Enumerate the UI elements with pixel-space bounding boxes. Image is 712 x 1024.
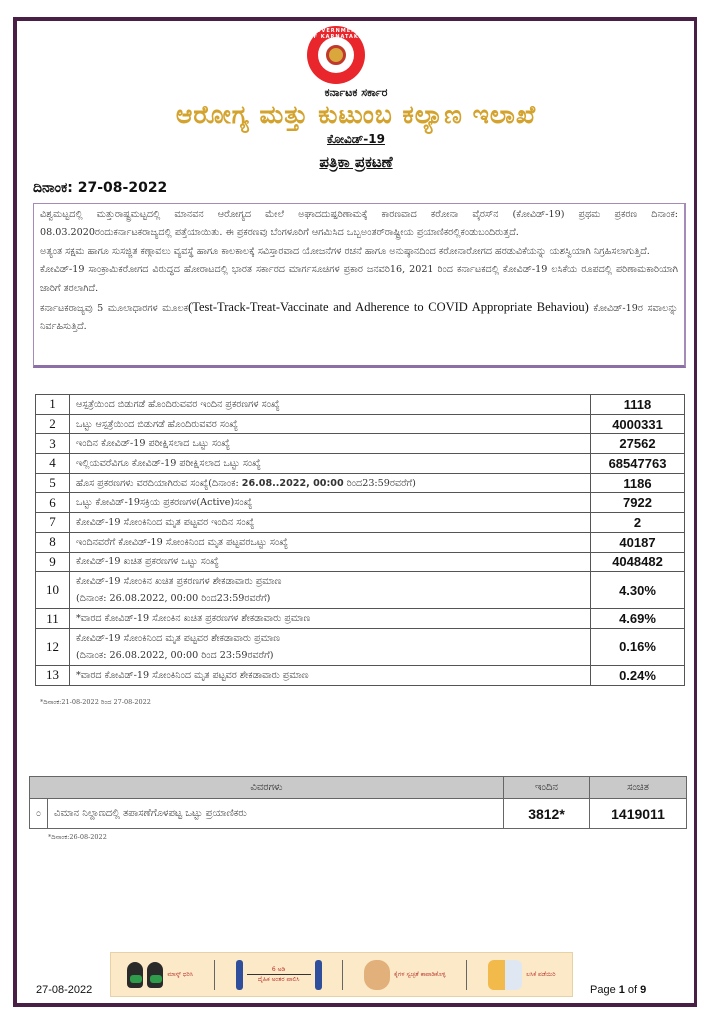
distance-label: 6 ಅಡಿ: [271, 966, 286, 973]
description-text: ಹೊಸ ಪ್ರಕರಣಗಳು ವರದಿಯಾಗಿರುವ ಸಂಖ್ಯೆ(ದಿನಾಂಕ:: [76, 477, 242, 489]
row-number: 4: [36, 454, 70, 474]
department-title: ಆರೋಗ್ಯ ಮತ್ತು ಕುಟುಂಬ ಕಲ್ಯಾಣ ಇಲಾಖೆ: [175, 100, 537, 129]
table-row: [36, 665, 685, 685]
logo-ring-text: GOVERNMENT OF KARNATAKA: [308, 28, 364, 40]
row-value: 0.16%: [591, 628, 685, 665]
page-prefix: Page: [590, 984, 619, 996]
description-text: ಆಸ್ಪತ್ರೆಯಿಂದ ಬಿಡುಗಡೆ ಹೊಂದಿರುವವರ ಇಂದಿನ ಪ್ರಕರಣಗಳ ಸಂಖ್ಯೆ: [76, 398, 280, 410]
row-number: 9: [36, 552, 70, 572]
row-number: 1: [36, 395, 70, 415]
row-description: [70, 395, 591, 415]
row-description: [70, 572, 591, 609]
airport-screening-table: [29, 776, 687, 829]
row-description: [70, 552, 591, 572]
table-row: [36, 572, 685, 609]
intro-paragraph: ವಿಶ್ವಮಟ್ಟದಲ್ಲಿ ಮತ್ತುರಾಷ್ಟ್ರಮಟ್ಟದಲ್ಲಿ ಮಾನವನ ಆರೋಗ್ಯದ ಮೇಲೆ ಅಘಾದದುಷ್ಪರಿಣಾಮಕ್ಕೆ ಕಾರಣವಾದ ಕರೋನಾ ವೈರಸ್‌ನ (ಕೋವಿಡ್-19) ಪ್ರಥಮ ಪ್ರಕರಣ ದಿನಾಂಕ: 08.03.2020ರಂದುಕರ್ನಾಟಕರಾಜ್ಯದಲ್ಲಿ ಪತ್ತೆಯಾಯಿತು. ಈ ಪ್ರಕರಣವು ಬೆಂಗಳೂರಿಗೆ ಆಗಮಿಸಿದ ಒಬ್ಬಅಂತರ್‌ರಾಷ್ಟ್ರೀಯ ಪ್ರಯಾಣಿಕರಲ್ಲಿಕಂಡುಬಂದಿರುತ್ತದೆ.: [40, 209, 678, 239]
row-number: 6: [36, 493, 70, 513]
footer-date: 27-08-2022: [36, 984, 93, 996]
covid-heading: ಕೋವಿಡ್-19: [327, 132, 385, 146]
row-index: ೦: [30, 799, 48, 829]
page-current: 1: [618, 984, 625, 996]
row-cumulative-value: 1419011: [590, 799, 687, 829]
description-text: ಇಂದಿನ ಕೋವಿಡ್-19 ಪರೀಕ್ಷಿಸಲಾದ ಒಟ್ಟು ಸಂಖ್ಯೆ: [76, 438, 230, 450]
table-row: [36, 434, 685, 454]
banner-divider: [214, 960, 215, 990]
row-number: 3: [36, 434, 70, 454]
karnataka-emblem-logo: [307, 26, 365, 84]
row-number: 12: [36, 628, 70, 665]
description-text: ಕೋವಿಡ್-19 ಸೋಂಕಿನಿಂದ ಮೃತ ಪಟ್ಟವರ ಇಂದಿನ ಸಂಖ್ಯೆ: [76, 516, 255, 528]
description-date-range: (ದಿನಾಂಕ: 26.08.2022, 00:00 ರಿಂದ23:59ರವರೆಗೆ): [76, 593, 271, 605]
row-number: 13: [36, 665, 70, 685]
row-value: 4048482: [591, 552, 685, 572]
travel-footnote: *ದಿನಾಂಕ:26-08-2022: [48, 833, 107, 841]
vaccination-icon: [488, 960, 522, 990]
distance-arrow: [247, 965, 311, 984]
page-number: [590, 984, 646, 996]
table-row: [36, 414, 685, 434]
press-release-heading: ಪತ್ರಿಕಾ ಪ್ರಕಟಣೆ: [319, 153, 393, 171]
government-name: ಕರ್ನಾಟಕ ಸರ್ಕಾರ: [324, 86, 388, 99]
intro-paragraph: ಕೋವಿಡ್-19 ಸಾಂಕ್ರಾಮಿಕರೋಗದ ವಿರುದ್ಧದ ಹೋರಾಟದಲ್ಲಿ ಭಾರತ ಸರ್ಕಾರದ ಮಾರ್ಗಸೂಚಿಗಳ ಪ್ರಕಾರ ಜನವರಿ16, 2021 ರಿಂದ ಕರ್ನಾಟಕದಲ್ಲಿ ಕೋವಿಡ್-19 ಲಸಿಕೆಯ ರೂಪದಲ್ಲಿ ಪರಿಣಾಮಕಾರಿಯಾಗಿ ಜಾರಿಗೆ ತರಲಾಗಿದೆ.: [40, 264, 678, 294]
table-row: [36, 473, 685, 493]
description-date: 26.08..2022, 00:00: [241, 477, 344, 489]
row-number: 10: [36, 572, 70, 609]
description-text: ಕೋವಿಡ್-19 ಸೋಂಕಿನ ಖಚಿತ ಪ್ರಕರಣಗಳ ಶೇಕಡಾವಾರು ಪ್ರಮಾಣ: [76, 576, 282, 588]
row-description: [70, 473, 591, 493]
distance-segment: [236, 953, 322, 996]
row-description: ವಿಮಾನ ನಿಲ್ದಾಣದಲ್ಲಿ ತಪಾಸಣೆಗೊಳಪಟ್ಟ ಒಟ್ಟು ಪ್ರಯಾಣಿಕರು: [48, 799, 504, 829]
header-details: ವಿವರಗಳು: [30, 777, 504, 799]
row-description: [70, 493, 591, 513]
banner-divider: [466, 960, 467, 990]
description-text: ಒಟ್ಟು ಆಸ್ಪತ್ರೆಯಿಂದ ಬಿಡುಗಡೆ ಹೊಂದಿರುವವರ ಸಂಖ್ಯೆ: [76, 418, 238, 430]
handwash-text: ಕೈಗಳ ಸ್ವಚ್ಛತೆ ಕಾಪಾಡಿಕೊಳ್ಳಿ: [394, 970, 446, 978]
description-text: ಒಟ್ಟು ಕೋವಿಡ್-19ಸಕ್ರಿಯ ಪ್ರಕರಣಗಳ(Active)ಸಂಖ್ಯೆ: [76, 497, 253, 509]
description-text: ಕೋವಿಡ್-19 ಖಚಿತ ಪ್ರಕರಣಗಳ ಒಟ್ಟು ಸಂಖ್ಯೆ: [76, 556, 219, 568]
covid-appropriate-behaviour-banner: [110, 952, 573, 997]
masked-face-icon: [147, 962, 163, 988]
table-row: [36, 532, 685, 552]
table-row: [36, 552, 685, 572]
row-description: [70, 609, 591, 629]
emblem-icon: [326, 45, 346, 65]
banner-divider: [342, 960, 343, 990]
pillars-suffix: ಕೋವಿಡ್-19ರ ಸವಾಲನ್ನು ನಿರ್ವಹಿಸುತ್ತಿದೆ.: [40, 303, 678, 333]
row-description: [70, 628, 591, 665]
mask-segment: [127, 953, 193, 996]
person-icon: [236, 960, 243, 990]
row-description: [70, 532, 591, 552]
row-description: [70, 414, 591, 434]
row-number: 8: [36, 532, 70, 552]
intro-paragraph: ಅತ್ಯಂತ ಸಕ್ಷಮ ಹಾಗೂ ಸುಸಜ್ಜಿತ ಕಣ್ಗಾವಲು ವ್ಯವಸ್ಥೆ ಹಾಗೂ ಕಾಲಕಾಲಕ್ಕೆ ಸವಿಸ್ತಾರವಾದ ಯೋಜನೆಗಳ ರಚನೆ ಹಾಗೂ ಅನುಷ್ಠಾನದಿಂದ ಕರೋನಾರೋಗದ ಹರಡುವಿಕೆಯನ್ನು ಯಶಸ್ವಿಯಾಗಿ ನಿಗ್ರಹಿಸಲಾಗುತ್ತಿದೆ.: [40, 245, 650, 257]
description-text: *ವಾರದ ಕೋವಿಡ್-19 ಸೋಂಕಿನಿಂದ ಮೃತ ಪಟ್ಟವರ ಶೇಕಡಾವಾರು ಪ್ರಮಾಣ: [76, 669, 309, 681]
masked-face-icon: [127, 962, 143, 988]
row-value: 0.24%: [591, 665, 685, 685]
table-row: [36, 628, 685, 665]
table-row: [36, 609, 685, 629]
pillars-english: (Test-Track-Treat-Vaccinate and Adherence to COVID Appropriate Behaviou): [188, 300, 589, 315]
handwash-segment: [364, 953, 446, 996]
table-row: [36, 395, 685, 415]
covid-stats-table: [35, 394, 685, 686]
intro-paragraph-pillars: [40, 298, 678, 337]
table-row: [36, 493, 685, 513]
row-number: 7: [36, 513, 70, 533]
distance-text: ದೈಹಿಕ ಅಂತರ ಪಾಲಿಸಿ: [257, 976, 300, 983]
row-number: 5: [36, 473, 70, 493]
row-number: 11: [36, 609, 70, 629]
header-today: ಇಂದಿನ: [504, 777, 590, 799]
pillars-prefix: ಕರ್ನಾಟಕರಾಜ್ಯವು 5 ಮೂಲಾಧಾರಗಳ ಮೂಲಕ: [40, 303, 189, 315]
row-description: [70, 434, 591, 454]
table-header-row: [30, 777, 687, 799]
table-row: [36, 513, 685, 533]
description-text: ಕೋವಿಡ್-19 ಸೋಂಕಿನಿಂದ ಮೃತ ಪಟ್ಟವರ ಶೇಕಡಾವಾರು ಪ್ರಮಾಣ: [76, 632, 281, 644]
description-date-range: (ದಿನಾಂಕ: 26.08.2022, 00:00 ರಿಂದ 23:59ರವರೆಗೆ): [76, 649, 274, 661]
row-description: [70, 665, 591, 685]
row-description: [70, 513, 591, 533]
row-value: 4.30%: [591, 572, 685, 609]
row-value: 4000331: [591, 414, 685, 434]
row-value: 40187: [591, 532, 685, 552]
table-row: [36, 454, 685, 474]
row-value: 1118: [591, 395, 685, 415]
intro-paragraph-box: [33, 203, 686, 368]
row-today-value: 3812*: [504, 799, 590, 829]
description-text: ಇಲ್ಲಿಯವರೆವಿಗೂ ಕೋವಿಡ್-19 ಪರೀಕ್ಷಿಸಲಾದ ಒಟ್ಟು ಸಂಖ್ಯೆ: [76, 457, 261, 469]
description-text: *ವಾರದ ಕೋವಿಡ್-19 ಸೋಂಕಿನ ಖಚಿತ ಪ್ರಕರಣಗಳ ಶೇಕಡಾವಾರು ಪ್ರಮಾಣ: [76, 613, 311, 625]
row-value: 68547763: [591, 454, 685, 474]
washing-hands-icon: [364, 960, 390, 990]
description-tail: ರಿಂದ23:59ರವರೆಗೆ): [343, 477, 416, 489]
row-description: [70, 454, 591, 474]
description-text: ಇಂದಿನವರೆಗೆ ಕೋವಿಡ್-19 ಸೋಂಕಿನಿಂದ ಮೃತ ಪಟ್ಟವರಒಟ್ಟು ಸಂಖ್ಯೆ: [76, 536, 288, 548]
vaccine-text: ಲಸಿಕೆ ಪಡೆಯಿರಿ: [526, 970, 556, 978]
row-value: 7922: [591, 493, 685, 513]
row-number: 2: [36, 414, 70, 434]
row-value: 1186: [591, 473, 685, 493]
row-value: 4.69%: [591, 609, 685, 629]
stats-footnote: *ದಿನಾಂಕ:21-08-2022 ರಿಂದ 27-08-2022: [40, 698, 151, 706]
page-total: 9: [640, 984, 647, 996]
table-row: [30, 799, 687, 829]
mask-text: ಮಾಸ್ಕ್ ಧರಿಸಿ: [167, 970, 194, 978]
release-date: ದಿನಾಂಕ: 27-08-2022: [33, 180, 168, 196]
person-icon: [315, 960, 322, 990]
row-value: 27562: [591, 434, 685, 454]
row-value: 2: [591, 513, 685, 533]
vaccine-segment: [488, 953, 555, 996]
page-of: of: [624, 984, 641, 996]
header-cumulative: ಸಂಚಿತ: [590, 777, 687, 799]
